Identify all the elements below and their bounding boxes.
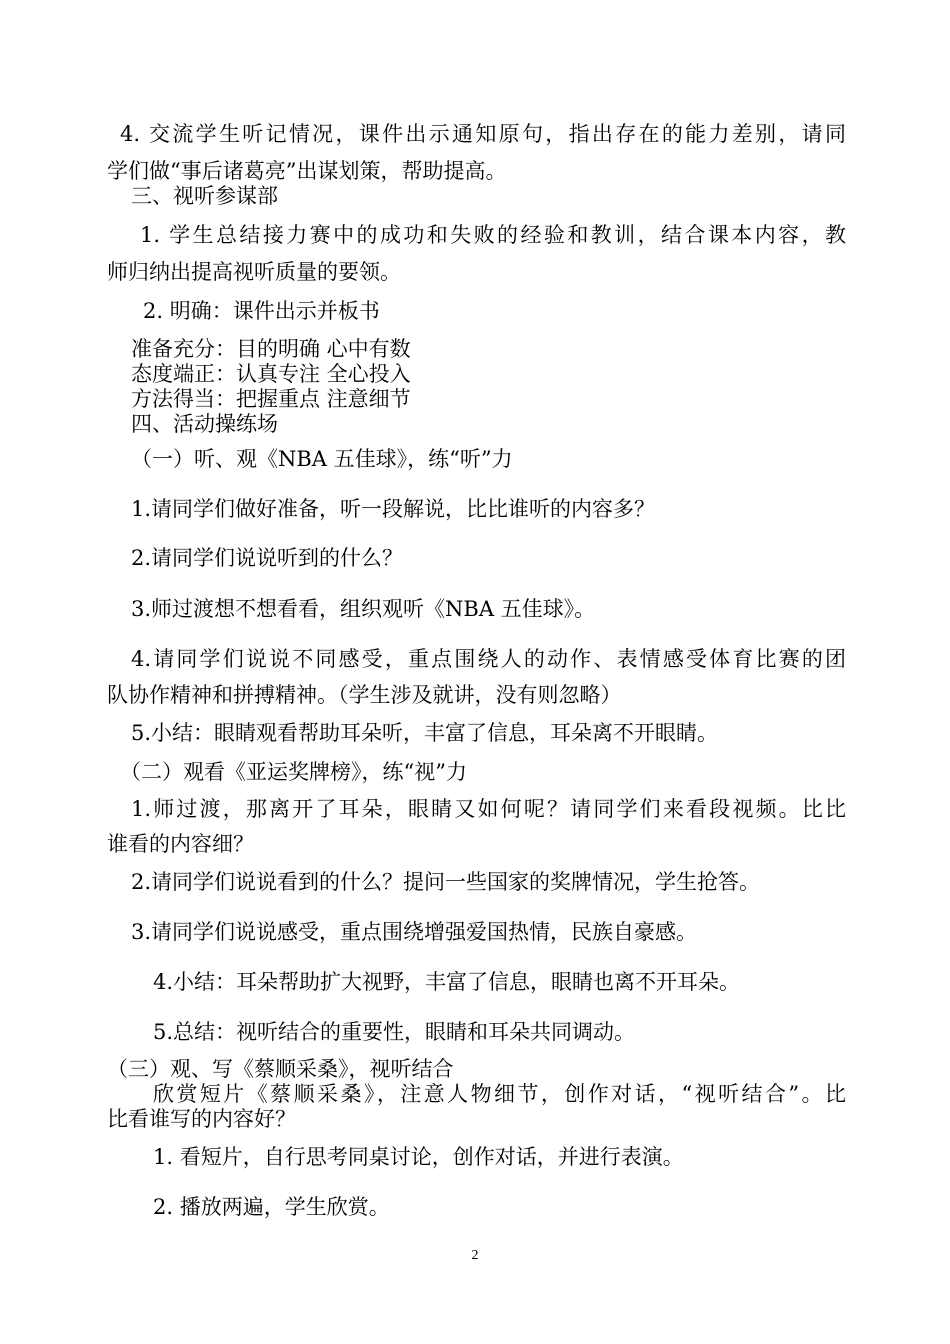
text-line-17: 5.小结：眼睛观看帮助耳朵听，丰富了信息，耳朵离不开眼睛。 [131,721,719,745]
text-line-23: 4.小结：耳朵帮助扩大视野，丰富了信息，眼睛也离不开耳朵。 [153,970,741,994]
text-line-1: 4. 交流学生听记情况，课件出示通知原句，指出存在的能力差别，请同 [120,122,846,146]
text-line-26: 欣赏短片《蔡顺采桑》，注意人物细节，创作对话，“视听结合”。比 [153,1082,846,1106]
text-line-15: 4.请同学们说说不同感受，重点围绕人的动作、表情感受体育比赛的团 [131,647,846,671]
page-number: 2 [471,1248,479,1263]
text-line-20: 谁看的内容细？ [107,832,254,856]
subsection-heading-1: （一）听、观《NBA 五佳球》，练“听”力 [131,447,513,471]
text-line-24: 5.总结：视听结合的重要性，眼睛和耳朵共同调动。 [153,1020,636,1044]
subsection-heading-3: （三）观、写《蔡顺采桑》，视听结合 [107,1057,454,1081]
section-heading-3: 三、视听参谋部 [131,184,278,208]
text-line-12: 1.请同学们做好准备，听一段解说，比比谁听的内容多？ [131,497,656,521]
text-line-6: 2. 明确：课件出示并板书 [143,299,380,323]
subsection-heading-2: （二）观看《亚运奖牌榜》，练“视”力 [120,760,467,784]
text-line-22: 3.请同学们说说感受，重点围绕增强爱国热情，民族自豪感。 [131,920,698,944]
text-line-16: 队协作精神和拼搏精神。（学生涉及就讲，没有则忽略） [107,683,622,707]
text-line-2: 学们做“事后诸葛亮”出谋划策，帮助提高。 [107,159,507,183]
text-line-19: 1.师过渡，那离开了耳朵，眼睛又如何呢？请同学们来看段视频。比比 [131,797,846,821]
board-line-3: 方法得当：把握重点 注意细节 [131,387,411,411]
text-line-27: 比看谁写的内容好？ [107,1107,296,1131]
board-line-1: 准备充分：目的明确 心中有数 [131,337,411,361]
text-line-4: 1. 学生总结接力赛中的成功和失败的经验和教训，结合课本内容，教 [140,223,846,247]
section-heading-4: 四、活动操练场 [131,412,278,436]
text-line-5: 师归纳出提高视听质量的要领。 [107,260,401,284]
text-line-14: 3.师过渡想不想看看，组织观听《NBA 五佳球》。 [131,597,596,621]
text-line-29: 2. 播放两遍，学生欣赏。 [153,1195,390,1219]
text-line-28: 1. 看短片，自行思考同桌讨论，创作对话，并进行表演。 [153,1145,684,1169]
board-line-2: 态度端正：认真专注 全心投入 [131,362,411,386]
text-line-13: 2.请同学们说说听到的什么？ [131,546,404,570]
text-line-21: 2.请同学们说说看到的什么？提问一些国家的奖牌情况，学生抢答。 [131,870,761,894]
